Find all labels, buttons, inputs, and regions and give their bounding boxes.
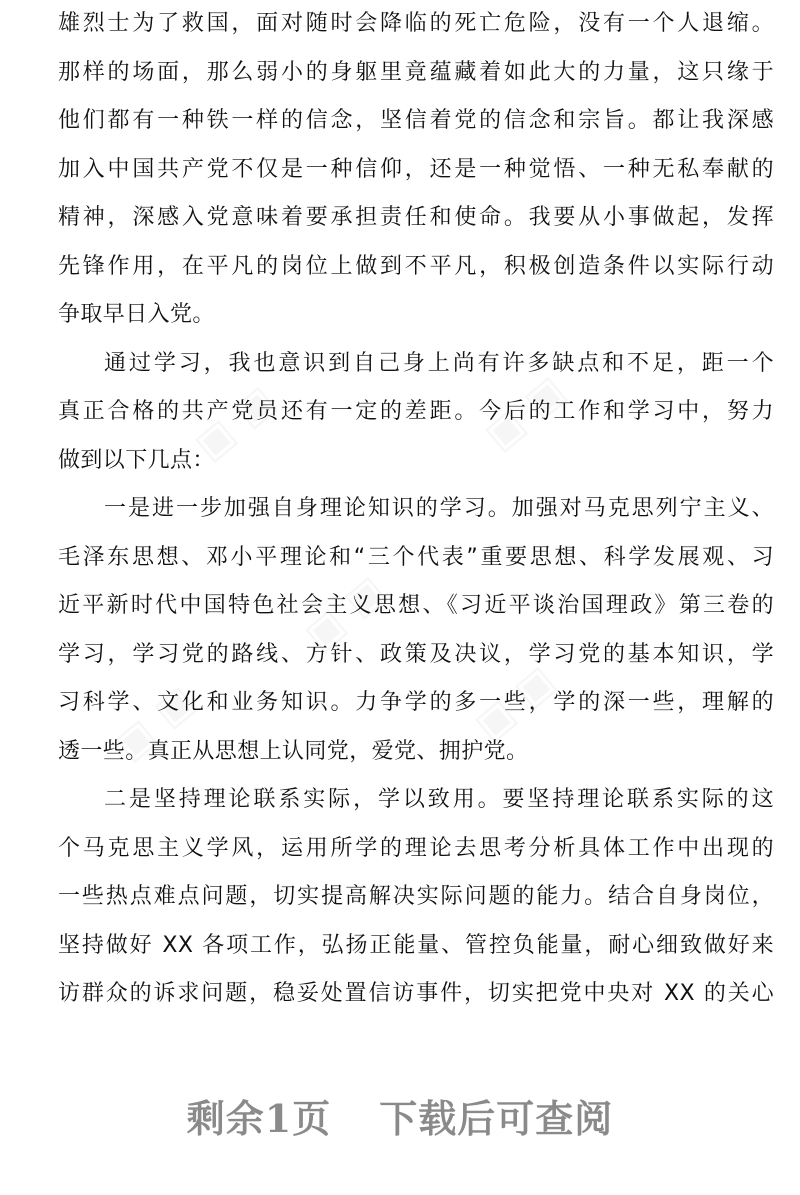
text-line: 真正合格的共产党员还有一定的差距。今后的工作和学习中，努力: [58, 399, 774, 424]
text-line: 先锋作用，在平凡的岗位上做到不平凡，积极创造条件以实际行动: [58, 253, 774, 279]
text-line: 二是坚持理论联系实际，学以致用。要坚持理论联系实际的这: [104, 787, 774, 812]
text-line: 访群众的诉求问题，稳妥处置信访事件，切实把党中央对 XX 的关心: [58, 981, 774, 1006]
text-line: 个马克思主义学风，运用所学的理论去思考分析具体工作中出现的: [58, 835, 774, 861]
text-line: 做到以下几点：: [58, 447, 215, 473]
text-line: 一是进一步加强自身理论知识的学习。加强对马克思列宁主义、: [104, 496, 774, 521]
watermark-mark: ▣ ▣: [295, 566, 394, 660]
text-line: 坚持做好 XX 各项工作，弘扬正能量、管控负能量，耐心细致做好来: [58, 932, 774, 958]
text-line: 一些热点难点问题，切实提高解决实际问题的能力。结合自身岗位，: [58, 884, 774, 909]
text-line: 透一些。真正从思想上认同党，爱党、拥护党。: [58, 738, 529, 764]
download-to-view-label: 下载后可查阅: [379, 1096, 614, 1141]
text-line: 他们都有一种铁一样的信念，坚信着党的信念和宗旨。都让我深感: [58, 108, 774, 133]
document-body: [58, 0, 774, 1019]
text-line: 习科学、文化和业务知识。力争学的多一些，学的深一些，理解的: [58, 690, 774, 715]
text-line: 争取早日入党。: [58, 302, 215, 327]
text-line: 雄烈士为了救国，面对随时会降临的死亡危险，没有一个人退缩。: [58, 11, 774, 36]
remaining-pages-label: 剩余1页: [186, 1096, 332, 1141]
text-line: 学习，学习党的路线、方针、政策及决议，学习党的基本知识，学: [58, 641, 774, 667]
watermark-mark: ▣ ▣: [475, 366, 574, 460]
text-line: 加入中国共产党不仅是一种信仰，还是一种觉悟、一种无私奉献的: [58, 156, 774, 182]
text-line: 通过学习，我也意识到自己身上尚有许多缺点和不足，距一个: [104, 350, 774, 376]
text-line: 那样的场面，那么弱小的身躯里竟蕴藏着如此大的力量，这只缘于: [58, 59, 774, 85]
download-prompt-banner[interactable]: [0, 1088, 800, 1143]
text-line: 近平新时代中国特色社会主义思想、《习近平谈治国理政》第三卷的: [58, 593, 774, 618]
watermark-mark: ▣ ▣: [105, 676, 204, 770]
watermark-mark: ▣ ▣: [185, 376, 284, 470]
watermark-mark: ▣ ▣: [465, 656, 564, 750]
text-line: 精神，深感入党意味着要承担责任和使命。我要从小事做起，发挥: [58, 205, 774, 230]
text-line: 毛泽东思想、邓小平理论和“三个代表”重要思想、科学发展观、习: [58, 544, 774, 570]
